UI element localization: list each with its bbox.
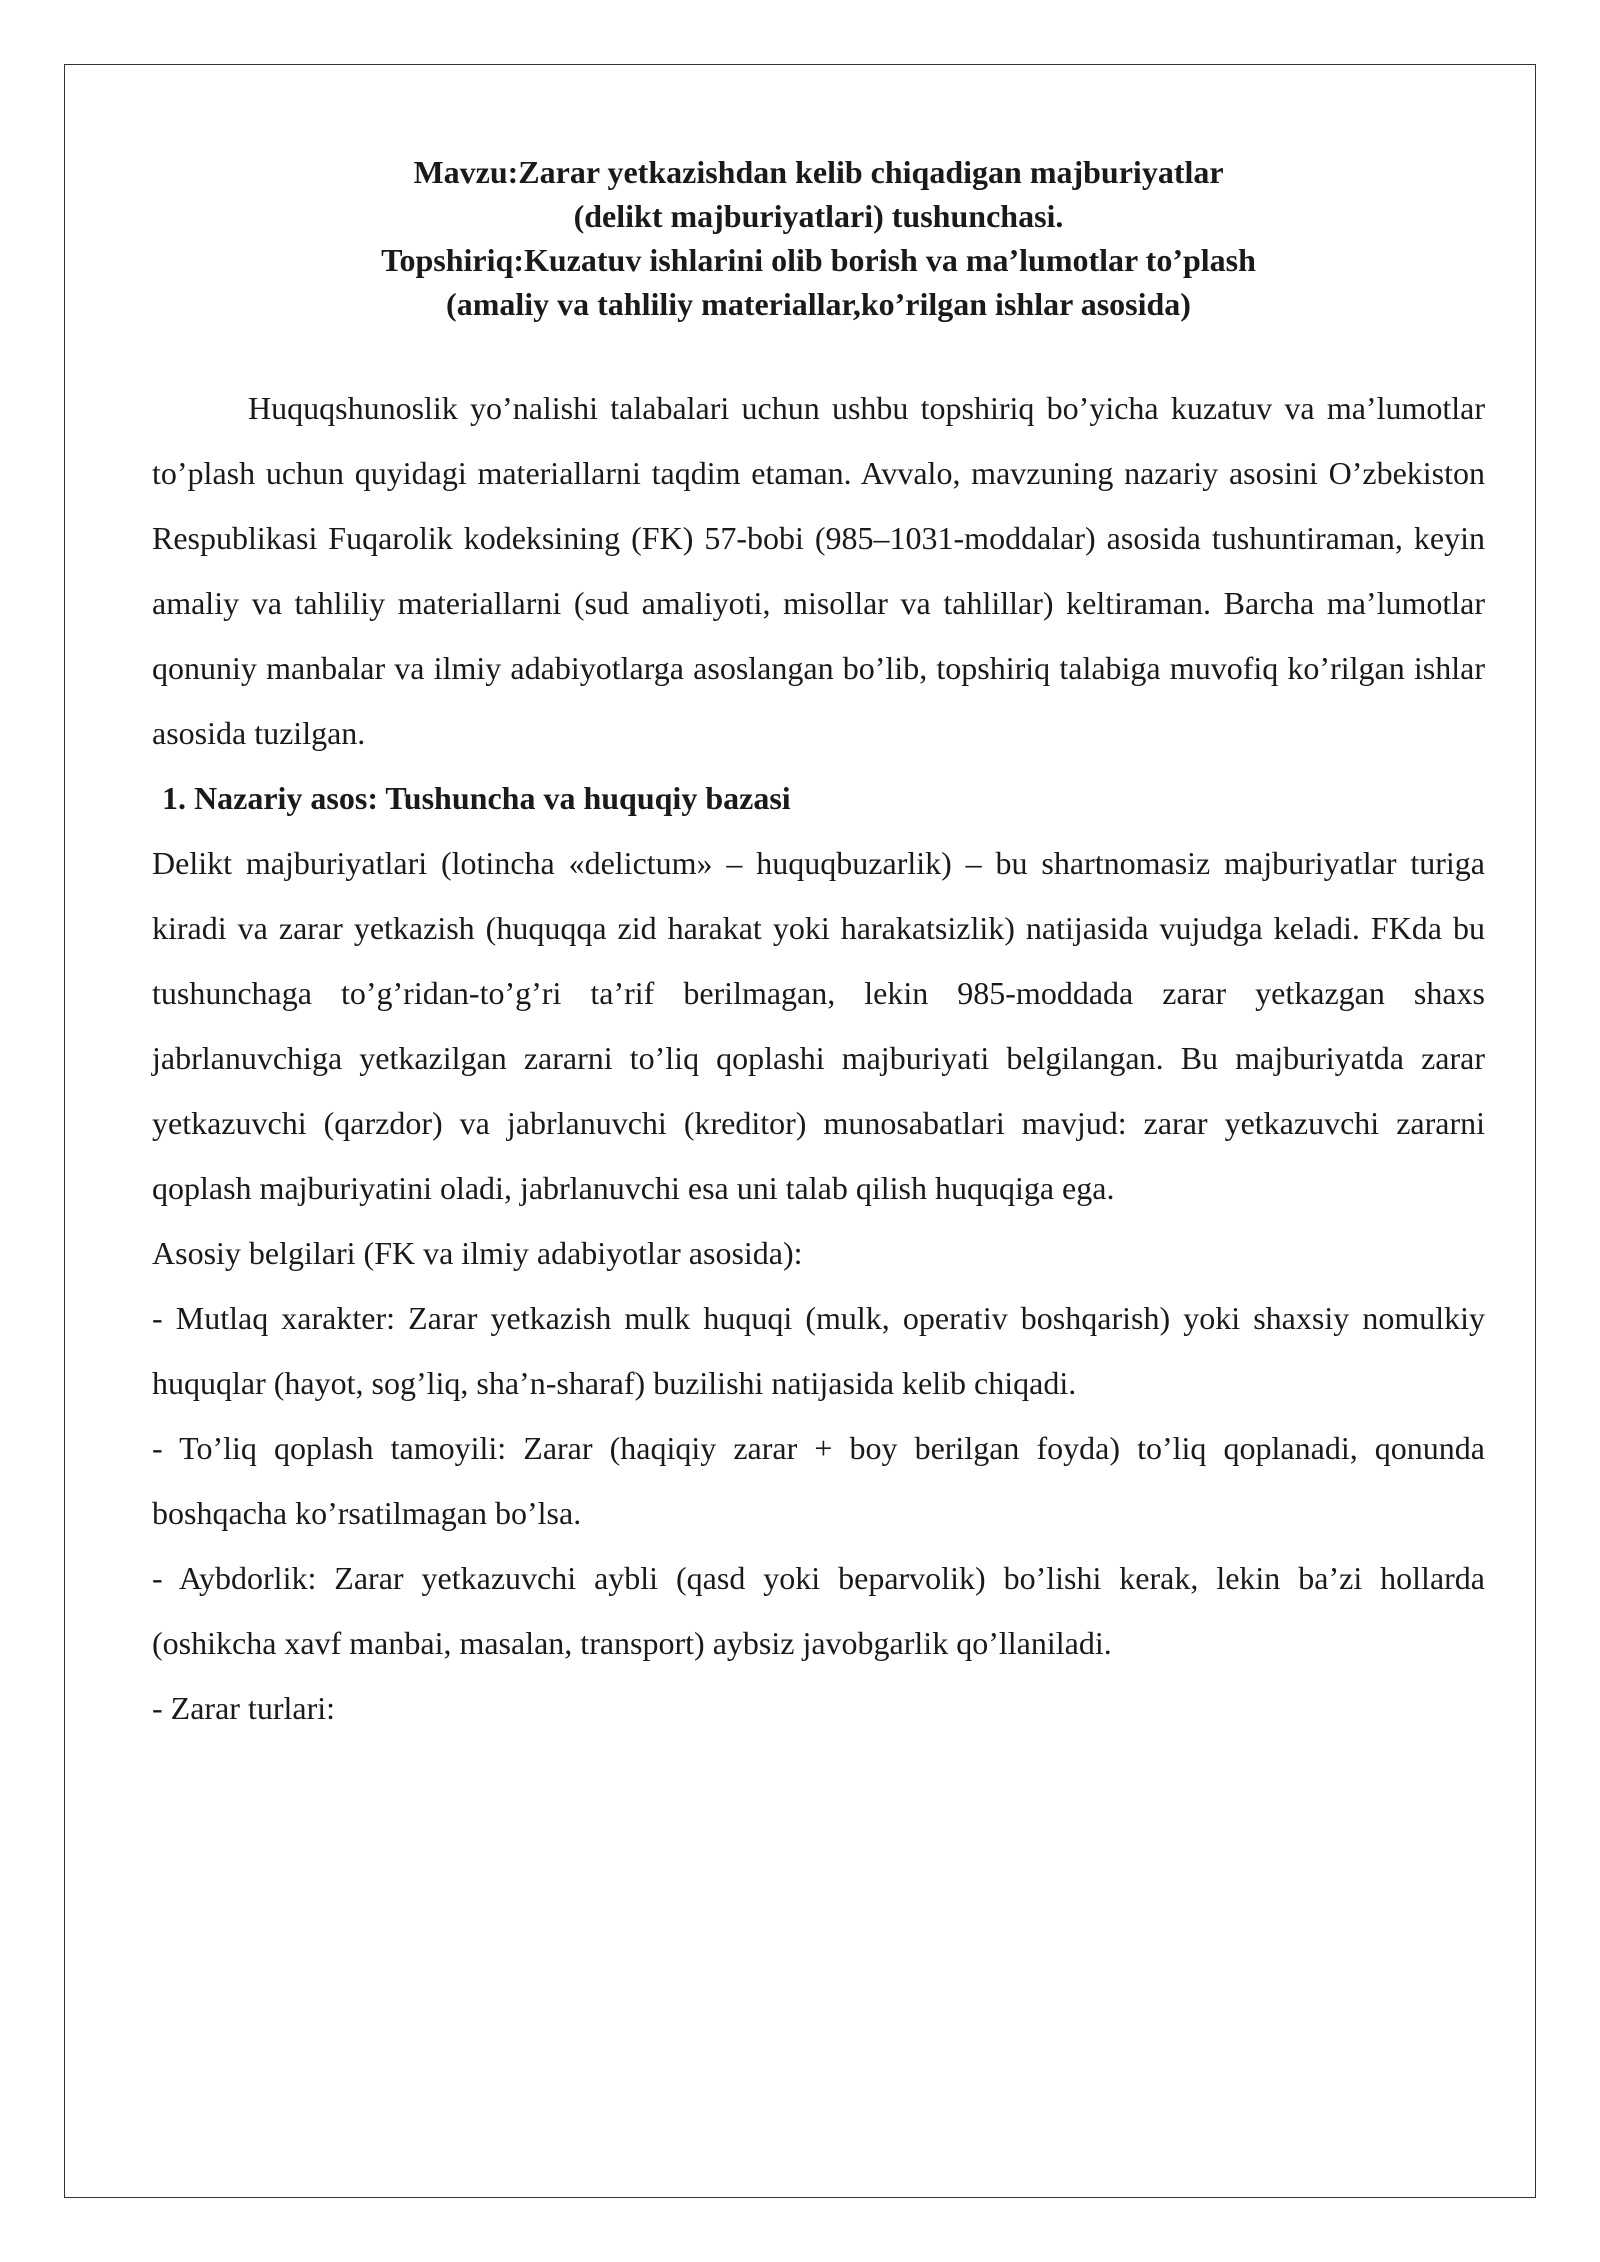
definition-paragraph: Delikt majburiyatlari (lotincha «delictum» – huquqbuzarlik) – bu shartnomasiz majburiyatlar turiga kiradi va zarar yetkazish (huquqqa zid harakat yoki harakatsizlik) natijasida vujudga keladi. FKda bu tushunchaga to’g’ridan-to’g’ri ta’rif berilmagan, lekin 985-moddada zarar yetkazgan shaxs jabrlanuvchiga yetkazilgan zararni to’liq qoplashi majburiyati belgilangan. Bu majburiyatda zarar yetkazuvchi (qarzdor) va jabrlanuvchi (kreditor) munosabatlari mavjud: zarar yetkazuvchi zararni qoplash majburiyatini oladi, jabrlanuvchi esa uni talab qilish huquqiga ega. [152,845,1485,1206]
feature-item-damage-types: - Zarar turlari: [152,1690,335,1726]
features-intro: Asosiy belgilari (FK va ilmiy adabiyotlar asosida): [152,1235,803,1271]
title-line-2: (delikt majburiyatlari) tushunchasi. [573,198,1064,234]
intro-paragraph: Huquqshunoslik yo’nalishi talabalari uchun ushbu topshiriq bo’yicha kuzatuv va ma’lumotlar to’plash uchun quyidagi materiallarni taqdim etaman. Avvalo, mavzuning nazariy asosini O’zbekiston Respublikasi Fuqarolik kodeksining (FK) 57-bobi (985–1031-moddalar) asosida tushuntiraman, keyin amaliy va tahliliy materiallarni (sud amaliyoti, misollar va tahlillar) keltiraman. Barcha ma’lumotlar qonuniy manbalar va ilmiy adabiyotlarga asoslangan bo’lib, topshiriq talabiga muvofiq ko’rilgan ishlar asosida tuzilgan. [152,390,1485,751]
title-line-1: Mavzu:Zarar yetkazishdan kelib chiqadigan majburiyatlar [413,154,1224,190]
title-spacer [152,326,1485,376]
feature-item-full-compensation: - To’liq qoplash tamoyili: Zarar (haqiqiy zarar + boy berilgan foyda) to’liq qoplanadi, qonunda boshqacha ko’rsatilmagan bo’lsa. [152,1430,1485,1531]
feature-item-fault: - Aybdorlik: Zarar yetkazuvchi aybli (qasd yoki beparvolik) bo’lishi kerak, lekin ba’zi hollarda (oshikcha xavf manbai, masalan, transport) aybsiz javobgarlik qo’llaniladi. [152,1560,1485,1661]
section-1-heading: 1. Nazariy asos: Tushuncha va huquqiy bazasi [162,780,791,816]
document-body [152,150,1485,1741]
title-line-4: (amaliy va tahliliy materiallar,ko’rilgan ishlar asosida) [446,286,1191,322]
title-line-3: Topshiriq:Kuzatuv ishlarini olib borish va ma’lumotlar to’plash [381,242,1256,278]
feature-item-absolute: - Mutlaq xarakter: Zarar yetkazish mulk huquqi (mulk, operativ boshqarish) yoki shaxsiy nomulkiy huquqlar (hayot, sog’liq, sha’n-sharaf) buzilishi natijasida kelib chiqadi. [152,1300,1485,1401]
document-title [152,150,1485,326]
